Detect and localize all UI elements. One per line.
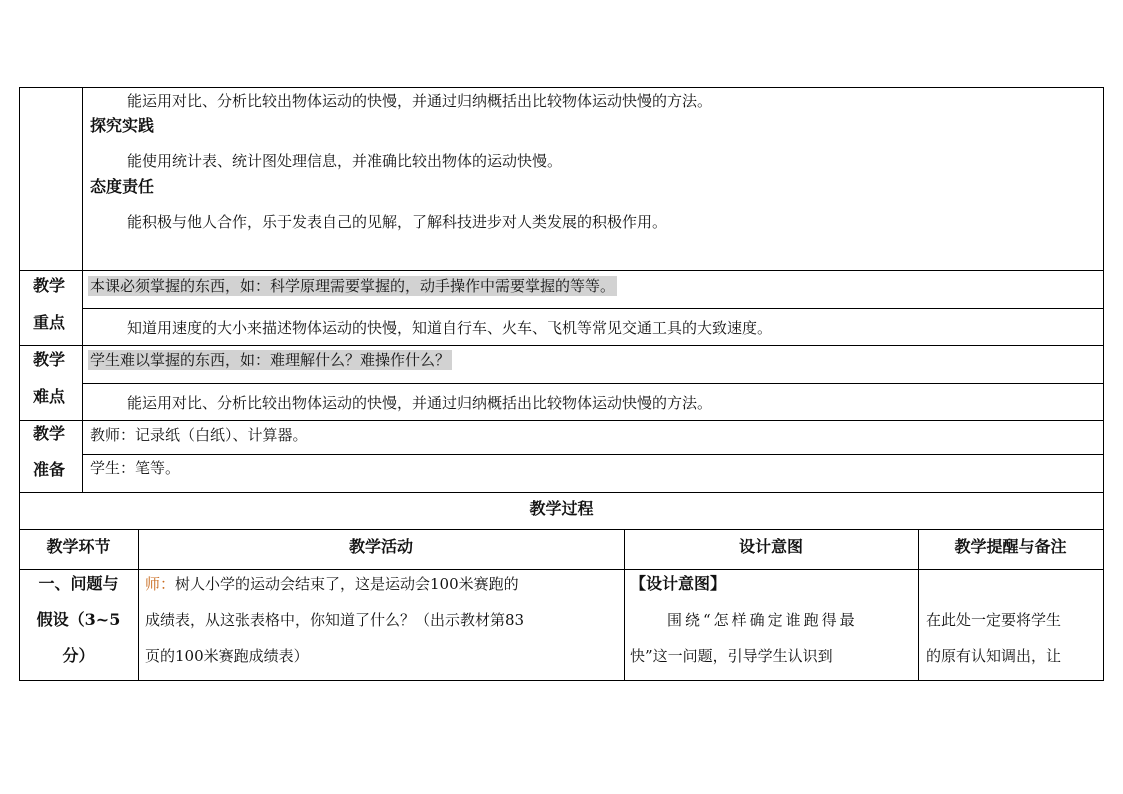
preparation-student: 学生：笔等。 [90, 459, 181, 477]
row-divider [82, 383, 1104, 384]
note-line: 在此处一定要将学生 [926, 611, 1062, 629]
activity-line: 页的100米赛跑成绩表） [145, 647, 309, 665]
key-points-hint: 本课必须掌握的东西，如：科学原理需要掌握的，动手操作中需要掌握的等等。 [90, 277, 616, 295]
column-divider [82, 87, 83, 492]
difficulties-label: 教学 [33, 350, 66, 369]
difficulties-content: 能运用对比、分析比较出物体运动的快慢，并通过归纳概括出比较物体运动快慢的方法。 [127, 394, 713, 412]
stage-cell-line: 分） [62, 646, 95, 665]
objective-line: 能使用统计表、统计图处理信息，并准确比较出物体的运动快慢。 [127, 152, 563, 170]
row-divider [19, 420, 1104, 421]
activity-speaker: 师： [145, 575, 176, 593]
note-line: 的原有认知调出，让 [926, 647, 1062, 665]
stage-cell-line: 假设（3~5 [36, 610, 121, 629]
row-divider [19, 529, 1104, 530]
key-points-content: 知道用速度的大小来描述物体运动的快慢，知道自行车、火车、飞机等常见交通工具的大致速度。 [127, 319, 773, 337]
preparation-label: 教学 [33, 424, 66, 443]
process-title: 教学过程 [529, 499, 594, 518]
preparation-teacher: 教师：记录纸（白纸）、计算器。 [90, 426, 308, 444]
table-border-bottom [19, 680, 1104, 681]
difficulties-label: 难点 [33, 387, 66, 406]
intent-line: 快”这一问题，引导学生认识到 [630, 647, 833, 665]
key-points-label: 教学 [33, 276, 66, 295]
intent-heading: 【设计意图】 [630, 574, 727, 593]
key-points-label: 重点 [33, 313, 66, 332]
intent-line: 围绕“怎样确定谁跑得最 [667, 611, 858, 629]
row-divider [82, 308, 1104, 309]
difficulties-hint: 学生难以掌握的东西，如：难理解什么？难操作什么？ [90, 351, 451, 369]
objective-line: 能积极与他人合作，乐于发表自己的见解，了解科技进步对人类发展的积极作用。 [127, 213, 668, 231]
activity-text: 树人小学的运动会结束了，这是运动会100米赛跑的 [175, 575, 519, 593]
header-activity: 教学活动 [348, 537, 413, 556]
preparation-label: 准备 [33, 460, 66, 479]
row-divider [19, 345, 1104, 346]
table-border-right [1103, 87, 1104, 681]
objective-line: 能运用对比、分析比较出物体运动的快慢，并通过归纳概括出比较物体运动快慢的方法。 [127, 92, 713, 110]
header-stage: 教学环节 [46, 537, 111, 556]
header-notes: 教学提醒与备注 [954, 537, 1067, 556]
row-divider [19, 569, 1104, 570]
activity-line: 成绩表，从这张表格中，你知道了什么？（出示教材第83 [145, 611, 525, 629]
table-border-top [19, 87, 1104, 88]
activity-line [145, 574, 519, 594]
header-intent: 设计意图 [738, 537, 803, 556]
section-heading-practice: 探究实践 [90, 116, 155, 135]
row-divider [19, 492, 1104, 493]
section-heading-attitude: 态度责任 [90, 177, 155, 196]
stage-cell-line: 一、问题与 [38, 574, 119, 593]
row-divider [19, 270, 1104, 271]
row-divider [82, 454, 1104, 455]
